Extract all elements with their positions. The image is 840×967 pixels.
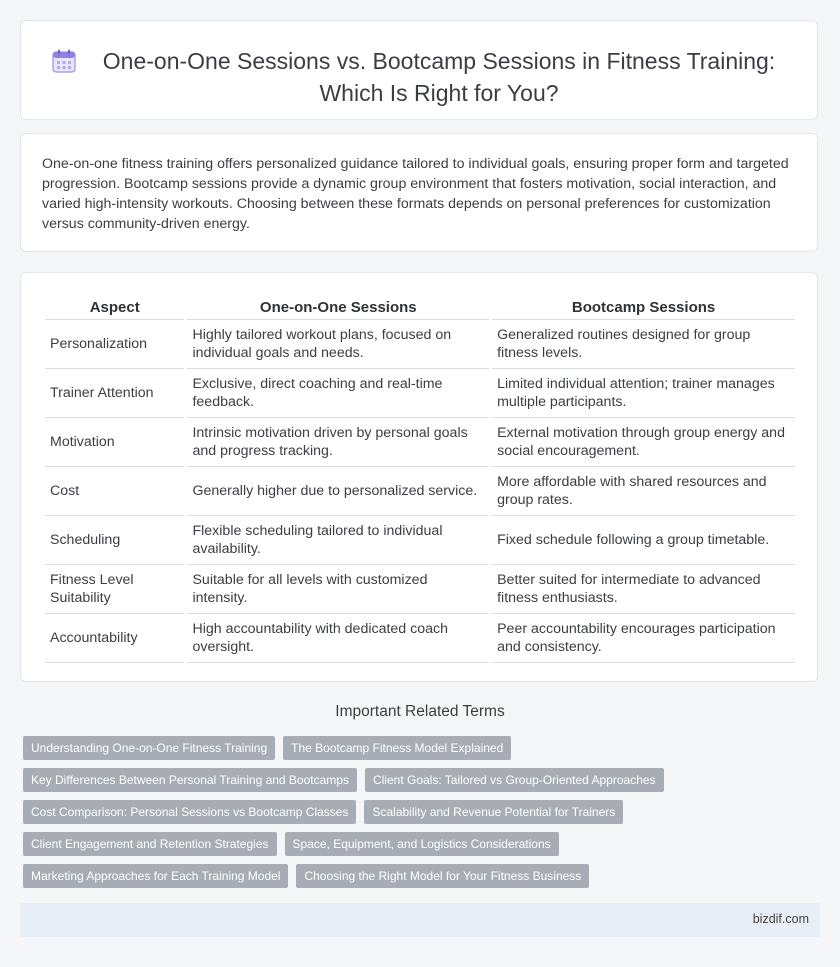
- intro-card: [20, 133, 818, 252]
- comparison-card: [20, 272, 818, 682]
- cell-aspect: Accountability: [45, 614, 184, 663]
- cell-one-on-one: Generally higher due to personalized service.: [187, 467, 489, 516]
- intro-paragraph: One-on-one fitness training offers personalized guidance tailored to individual goals, ensuring proper form and targeted progression. Bootcamp sessions provide a dynamic group environment that fosters motivation, social interaction, and varied high-intensity workouts. Choosing between these formats depends on personal preferences for customization versus community-driven energy.: [42, 156, 789, 232]
- cell-aspect: Personalization: [45, 320, 184, 369]
- tag-row: [23, 768, 664, 792]
- cell-bootcamp: Better suited for intermediate to advanced fitness enthusiasts.: [492, 565, 795, 614]
- page-title: One-on-One Sessions vs. Bootcamp Sessions in Fitness Training: Which Is Right for You?: [102, 48, 776, 106]
- header-one-on-one: One-on-One Sessions: [187, 297, 489, 320]
- cell-one-on-one: Suitable for all levels with customized intensity.: [187, 565, 489, 614]
- cell-one-on-one: Flexible scheduling tailored to individual availability.: [187, 516, 489, 565]
- header-bootcamp: Bootcamp Sessions: [492, 297, 795, 320]
- cell-bootcamp: Fixed schedule following a group timetable.: [492, 516, 795, 565]
- cell-bootcamp: Limited individual attention; trainer manages multiple participants.: [492, 369, 795, 418]
- cell-aspect: Trainer Attention: [45, 369, 184, 418]
- tag-row: [23, 800, 623, 824]
- table-row: [45, 614, 795, 663]
- cell-bootcamp: More affordable with shared resources and group rates.: [492, 467, 795, 516]
- related-term-tag[interactable]: Client Goals: Tailored vs Group-Oriented Approaches: [365, 768, 664, 792]
- tag-row: [23, 864, 589, 888]
- cell-bootcamp: Peer accountability encourages participation and consistency.: [492, 614, 795, 663]
- table-row: [45, 369, 795, 418]
- footer-bar: [20, 903, 820, 937]
- title-card: [20, 20, 818, 120]
- related-term-tag[interactable]: Scalability and Revenue Potential for Trainers: [364, 800, 623, 824]
- table-row: [45, 320, 795, 369]
- site-link[interactable]: bizdif.com: [752, 912, 809, 926]
- cell-aspect: Cost: [45, 467, 184, 516]
- table-row: [45, 467, 795, 516]
- related-terms-title: Important Related Terms: [335, 703, 505, 720]
- related-term-tag[interactable]: Understanding One-on-One Fitness Training: [23, 736, 275, 760]
- cell-bootcamp: External motivation through group energy and social encouragement.: [492, 418, 795, 467]
- related-term-tag[interactable]: Client Engagement and Retention Strategies: [23, 832, 277, 856]
- table-row: [45, 565, 795, 614]
- cell-aspect: Scheduling: [45, 516, 184, 565]
- cell-one-on-one: High accountability with dedicated coach oversight.: [187, 614, 489, 663]
- header-aspect: Aspect: [45, 297, 184, 320]
- related-term-tag[interactable]: Marketing Approaches for Each Training Model: [23, 864, 288, 888]
- cell-one-on-one: Intrinsic motivation driven by personal goals and progress tracking.: [187, 418, 489, 467]
- tag-row: [23, 736, 511, 760]
- cell-bootcamp: Generalized routines designed for group fitness levels.: [492, 320, 795, 369]
- table-row: [45, 516, 795, 565]
- table-row: [45, 418, 795, 467]
- title-wrap: [21, 21, 817, 109]
- cell-one-on-one: Exclusive, direct coaching and real-time feedback.: [187, 369, 489, 418]
- table-header-row: [45, 297, 795, 320]
- comparison-table: [42, 297, 798, 663]
- related-term-tag[interactable]: Choosing the Right Model for Your Fitness Business: [296, 864, 589, 888]
- cell-aspect: Motivation: [45, 418, 184, 467]
- related-term-tag[interactable]: Cost Comparison: Personal Sessions vs Bootcamp Classes: [23, 800, 356, 824]
- tag-row: [23, 832, 559, 856]
- related-term-tag[interactable]: Space, Equipment, and Logistics Considerations: [285, 832, 559, 856]
- related-term-tag[interactable]: The Bootcamp Fitness Model Explained: [283, 736, 511, 760]
- calendar-icon: [51, 48, 77, 74]
- related-term-tag[interactable]: Key Differences Between Personal Training and Bootcamps: [23, 768, 357, 792]
- cell-one-on-one: Highly tailored workout plans, focused on individual goals and needs.: [187, 320, 489, 369]
- cell-aspect: Fitness Level Suitability: [45, 565, 184, 614]
